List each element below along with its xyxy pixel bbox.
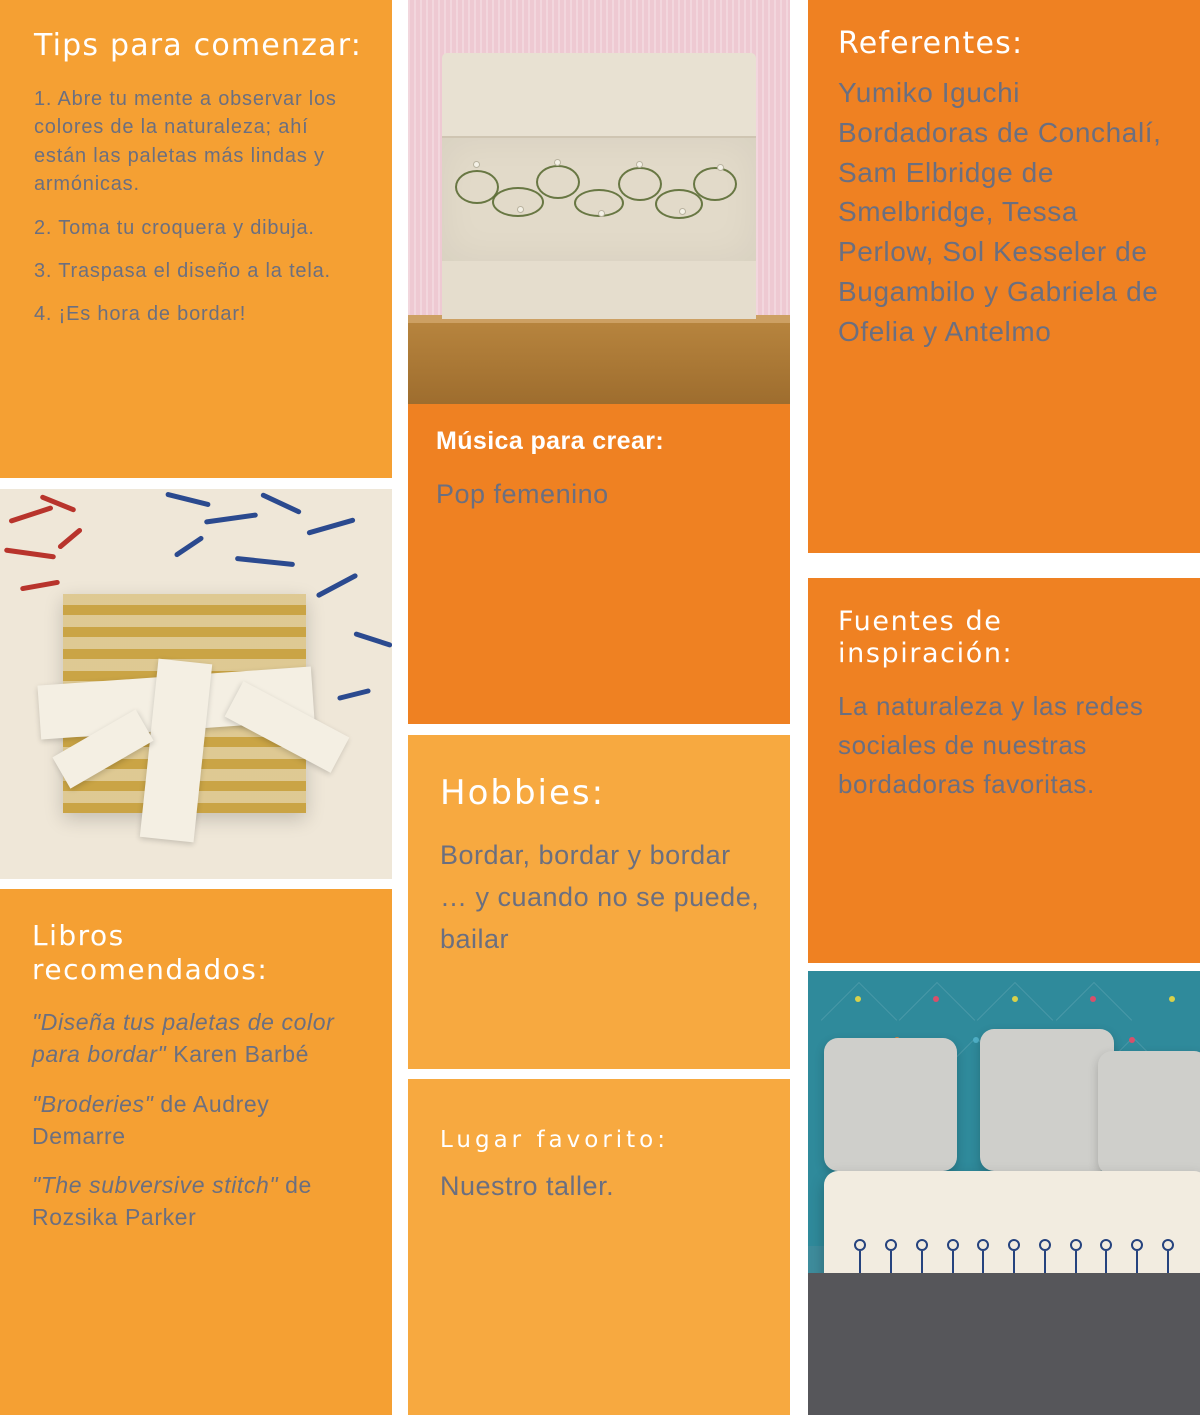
libros-title: Libros recomendados: — [32, 919, 269, 987]
book-title: "Broderies" — [32, 1090, 154, 1117]
hobbies-body: Bordar, bordar y bordar … y cuando no se puede, bailar — [440, 840, 760, 954]
fuentes-title: Fuentes de inspiración: — [838, 606, 1014, 670]
book-author: Karen Barbé — [173, 1041, 310, 1068]
tips-item: 4. ¡Es hora de bordar! — [34, 303, 247, 326]
tips-title: Tips para comenzar: — [34, 28, 363, 63]
book-join: de — [153, 1090, 193, 1117]
referentes-body: Yumiko Iguchi Bordadoras de Conchalí, Sam Elbridge de Smelbridge, Tessa Perlow, Sol Kesseler de Bugambilo y Gabriela de Ofelia y Antelmo — [838, 77, 1162, 347]
list-item — [32, 1089, 366, 1152]
lugar-title: Lugar favorito: — [440, 1127, 670, 1153]
tips-item: 1. Abre tu mente a observar los colores de la naturaleza; ahí están las paletas más lindas y armónicas. — [34, 88, 337, 196]
list-item — [32, 1170, 366, 1233]
music-card — [408, 404, 790, 724]
book-join: de — [278, 1172, 312, 1199]
fuentes-body: La naturaleza y las redes sociales de nuestras bordadoras favoritas. — [838, 690, 1144, 799]
book-title: "The subversive stitch" — [32, 1172, 279, 1199]
recommended-books-card — [0, 889, 392, 1415]
tips-item: 2. Toma tu croquera y dibuja. — [34, 216, 315, 239]
book-title: "Diseña tus paletas de color para bordar" — [32, 1009, 335, 1068]
tips-item: 3. Traspasa el diseño a la tela. — [34, 259, 331, 282]
inspiration-sources-card — [808, 578, 1200, 963]
list-item — [32, 1007, 366, 1070]
lugar-body: Nuestro taller. — [440, 1171, 615, 1201]
references-card — [808, 0, 1200, 553]
musica-title: Música para crear: — [436, 427, 665, 455]
embroidered-linen-basket-photo — [408, 0, 790, 404]
favorite-place-card — [408, 1079, 790, 1415]
embroidered-bolster-pillow-on-bed-photo — [808, 971, 1200, 1415]
gold-embroidered-fabric-swatch-photo — [0, 489, 392, 879]
book-author: Rozsika Parker — [32, 1203, 197, 1230]
tips-card — [0, 0, 392, 478]
hobbies-card — [408, 735, 790, 1069]
referentes-title: Referentes: — [838, 26, 1024, 61]
musica-body: Pop femenino — [436, 479, 609, 510]
book-author: Audrey Demarre — [32, 1090, 270, 1149]
hobbies-title: Hobbies: — [440, 773, 606, 813]
